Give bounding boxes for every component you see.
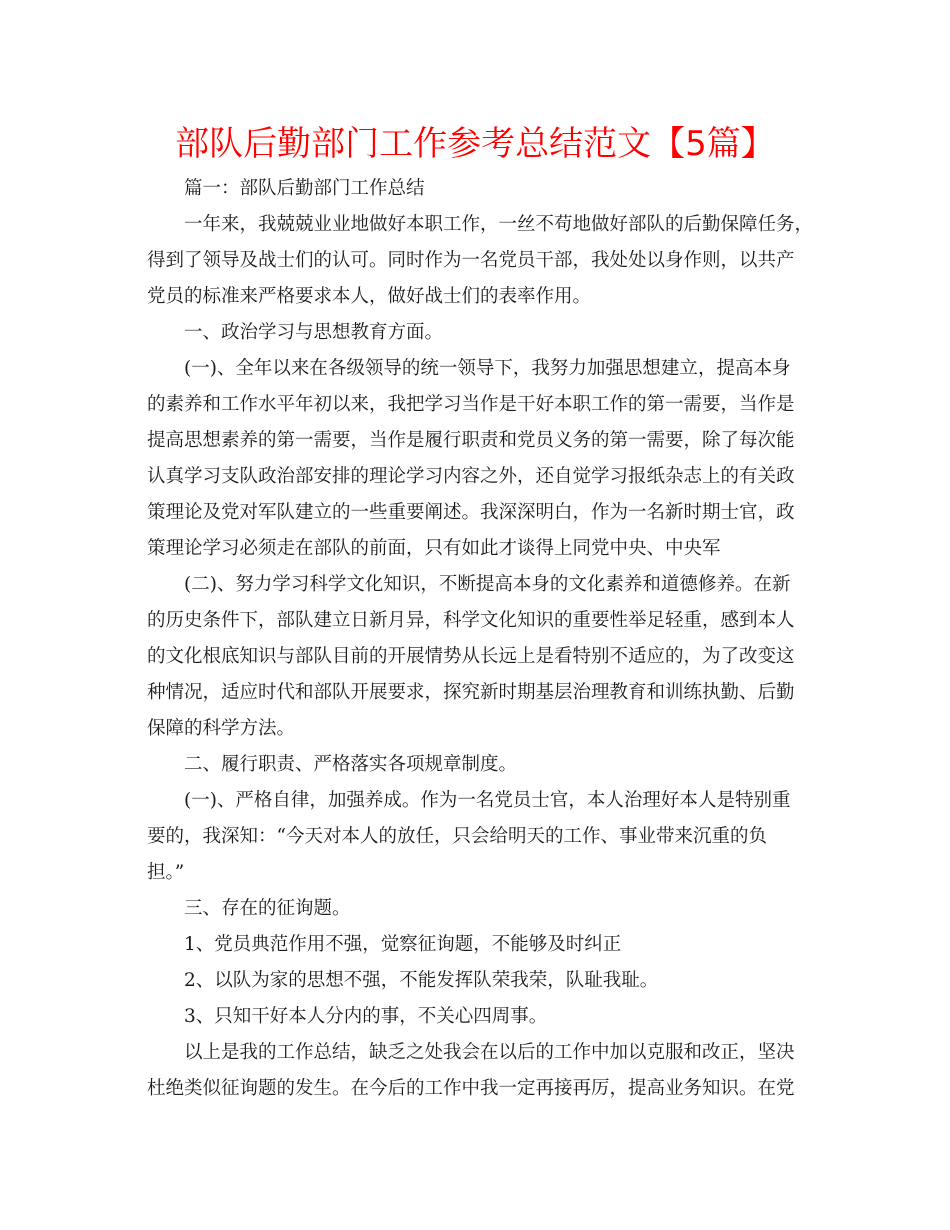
paragraph-line: 一年来，我兢兢业业地做好本职工作，一丝不苟地做好部队的后勤保障任务， (184, 214, 814, 235)
paragraph-line: 策理论学习必须走在部队的前面，只有如此才谈得上同党中央、中央军 (147, 538, 721, 559)
paragraph-line: 一、政治学习与思想教育方面。 (184, 322, 444, 343)
paragraph-line: 的文化根底知识与部队目前的开展情势从长远上是看特别不适应的，为了改变这 (147, 646, 795, 667)
paragraph-line: 提高思想素养的第一需要，当作是履行职责和党员义务的第一需要，除了每次能 (147, 430, 795, 451)
paragraph-line: 种情况，适应时代和部队开展要求，探究新时期基层治理教育和训练执勤、后勤 (147, 682, 795, 703)
paragraph-line: 得到了领导及战士们的认可。同时作为一名党员干部，我处处以身作则，以共产 (147, 250, 795, 271)
paragraph-line: 认真学习支队政治部安排的理论学习内容之外，还自觉学习报纸杂志上的有关政 (147, 466, 795, 487)
document-body (147, 171, 814, 1107)
paragraph-line: 要的，我深知：“今天对本人的放任，只会给明天的工作、事业带来沉重的负 (147, 826, 767, 847)
paragraph-line: 担。” (147, 862, 185, 883)
paragraph-line: 杜绝类似征询题的发生。在今后的工作中我一定再接再厉，提高业务知识。在党 (147, 1078, 795, 1099)
paragraph-line: 策理论及党对军队建立的一些重要阐述。我深深明白，作为一名新时期士官，政 (147, 502, 795, 523)
paragraph-line: (二)、努力学习科学文化知识，不断提高本身的文化素养和道德修养。在新 (184, 574, 791, 595)
document-title: 部队后勤部门工作参考总结范文【5篇】 (175, 124, 775, 164)
paragraph-line: 三、存在的征询题。 (184, 898, 351, 919)
paragraph-line: 以上是我的工作总结，缺乏之处我会在以后的工作中加以克服和改正，坚决 (184, 1042, 795, 1063)
paragraph-line: 的历史条件下，部队建立日新月异，科学文化知识的重要性举足轻重，感到本人 (147, 610, 795, 631)
paragraph-line: 1、党员典范作用不强，觉察征询题，不能够及时纠正 (184, 934, 622, 955)
paragraph-line: 党员的标准来严格要求本人，做好战士们的表率作用。 (147, 286, 592, 307)
paragraph-line: (一)、严格自律，加强养成。作为一名党员士官，本人治理好本人是特别重 (184, 790, 791, 811)
paragraph-line: 保障的科学方法。 (147, 718, 296, 739)
paragraph-line: 篇一：部队后勤部门工作总结 (184, 178, 425, 199)
paragraph-line: 3、只知干好本人分内的事，不关心四周事。 (184, 1006, 548, 1027)
paragraph-line: 二、履行职责、严格落实各项规章制度。 (184, 754, 518, 775)
paragraph-line: (一)、全年以来在各级领导的统一领导下，我努力加强思想建立，提高本身 (184, 358, 791, 379)
paragraph-line: 2、以队为家的思想不强，不能发挥队荣我荣，队耻我耻。 (184, 970, 659, 991)
paragraph-line: 的素养和工作水平年初以来，我把学习当作是干好本职工作的第一需要，当作是 (147, 394, 795, 415)
